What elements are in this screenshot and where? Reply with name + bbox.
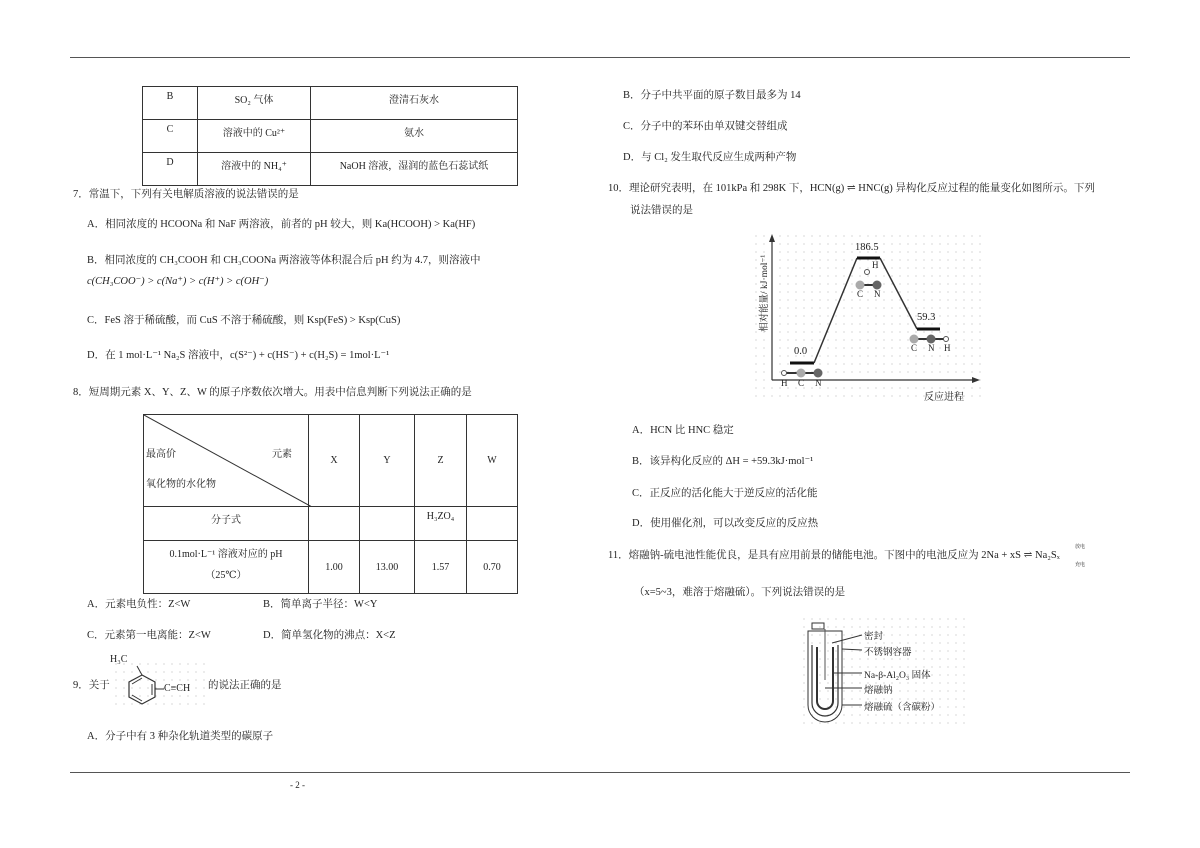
q10-option-d: D．使用催化剂，可以改变反应的反应热 [632,518,819,529]
q7-option-c: C．FeS 溶于稀硫酸，而 CuS 不溶于稀硫酸，则 Ksp(FeS) > Ksp(CuS) [87,315,401,326]
molecule-structure [110,654,207,710]
atom-label: H [781,378,788,388]
diagonal-line [144,415,312,507]
cell [309,507,360,541]
arrow-label-discharge: 放电 [1075,545,1086,550]
atom-label: N [928,343,935,353]
col-header: X [309,415,360,507]
reagent-table [142,86,518,186]
cell: NaOH 溶液，湿润的蓝色石蕊试纸 [311,153,518,186]
cell: D [143,153,198,186]
q9-option-d: D．与 Cl₂ 发生取代反应生成两种产物 [623,152,797,163]
diag-label-1: 最高价 [146,449,176,460]
row-label-line2: （25℃） [205,570,247,581]
col-header: Z [415,415,467,507]
cell: B [143,87,198,120]
row-label [144,541,309,594]
diagonal-header-cell [144,415,309,507]
cell: 澄清石灰水 [311,87,518,120]
cell [467,507,518,541]
q8-stem: 8．短周期元素 X、Y、Z、W 的原子序数依次增大。用表中信息判断下列说法正确的是 [73,387,472,398]
q7-option-b: B．相同浓度的 CH₃COOH 和 CH₃COONa 两溶液等体积混合后 pH 约为 4.7，则溶液中 [87,255,481,266]
diag-label-2: 氧化物的水化物 [146,479,216,490]
cell: SO₂ 气体 [198,87,311,120]
atom-label: H [944,343,951,353]
q7-option-a: A．相同浓度的 HCOONa 和 NaF 两溶液，前者的 pH 较大，则 Ka(HCOOH) > Ka(HF) [87,219,476,230]
hcn-molecule-icon [782,369,823,378]
page-number: - 2 - [290,780,305,790]
energy-profile-chart [752,232,984,402]
level-label: 59.3 [917,312,936,323]
row-label-line1: 0.1mol·L⁻¹ 溶液对应的 pH [169,549,283,560]
q11-stem: 11．熔融钠-硫电池性能优良，是具有应用前景的储能电池。下图中的电池反应为 2Na + xS ⇌ Na₂Sₓ [608,550,1060,561]
q9-option-c: C．分子中的苯环由单双键交替组成 [623,121,788,132]
label-molten-sodium: 熔融钠 [864,686,893,696]
cell: 溶液中的 Cu²⁺ [198,120,311,153]
q9-stem: 9．关于 [73,680,110,691]
col-header: Y [360,415,415,507]
label-molten-sulfur: 熔融硫（含碳粉） [864,703,941,713]
col-header: W [467,415,518,507]
cell: 1.57 [415,541,467,594]
benzene-ring-icon [112,660,207,710]
atom-label: N [874,289,881,299]
atom-label: C [911,343,918,353]
element-table [143,414,518,594]
level-label: 0.0 [794,346,808,357]
label-electrolyte: Na-β-Al₂O₃ 固体 [864,671,931,681]
cell: 氨水 [311,120,518,153]
label-seal: 密封 [864,632,884,642]
q9-stem-end: 的说法正确的是 [208,680,282,691]
battery-diagram [800,615,965,730]
methyl-label: H₃C [110,654,128,665]
q8-option-a: A．元素电负性：Z<W [87,599,191,610]
q7-option-d: D．在 1 mol·L⁻¹ Na₂S 溶液中，c(S²⁻) + c(HS⁻) + c(H₂S) = 1mol·L⁻¹ [87,350,390,361]
transition-state-icon [856,270,882,290]
q8-option-b: B．简单离子半径：W<Y [263,599,378,610]
q9-option-b: B．分子中共平面的原子数目最多为 14 [623,90,801,101]
cell: 溶液中的 NH₄⁺ [198,153,311,186]
q8-option-c: C．元素第一电离能：Z<W [87,630,211,641]
energy-diagram [752,232,984,402]
q11-stem-2: （x=5~3，难溶于熔融硫）。下列说法错误的是 [634,587,846,598]
cell: 13.00 [360,541,415,594]
ethynyl-label: C≡CH [164,683,191,694]
cell: H₃ZO₄ [415,507,467,541]
q10-option-c: C．正反应的活化能大于逆反应的活化能 [632,488,818,499]
x-axis-label: 反应进程 [924,392,964,403]
cell: 0.70 [467,541,518,594]
cell: C [143,120,198,153]
cell [360,507,415,541]
row-label: 分子式 [144,507,309,541]
level-label: 186.5 [855,242,879,253]
q9-option-a: A．分子中有 3 种杂化轨道类型的碳原子 [87,731,274,742]
q10-option-a: A．HCN 比 HNC 稳定 [632,425,734,436]
atom-label: C [857,289,864,299]
bottom-rule [70,772,1130,773]
top-rule [70,57,1130,58]
q8-option-d: D．简单氢化物的沸点：X<Z [263,630,396,641]
label-steel-container: 不锈钢容器 [864,648,912,658]
q7-stem: 7．常温下，下列有关电解质溶液的说法错误的是 [73,189,299,200]
q7-option-b-formula: c(CH₃COO⁻) > c(Na⁺) > c(H⁺) > c(OH⁻) [87,276,269,287]
q10-option-b: B．该异构化反应的 ΔH = +59.3kJ·mol⁻¹ [632,456,814,467]
atom-label: C [798,378,805,388]
q10-stem: 10．理论研究表明，在 101kPa 和 298K 下，HCN(g) ⇌ HNC(g) 异构化反应过程的能量变化如图所示。下列 [608,183,1095,194]
arrow-label-charge: 充电 [1075,563,1086,568]
diag-label-element: 元素 [272,449,292,460]
atom-label: H [872,260,879,270]
y-axis-label: 相对能量/ kJ·mol⁻¹ [760,254,770,332]
cell: 1.00 [309,541,360,594]
atom-label: N [815,378,822,388]
q10-stem-2: 说法错误的是 [630,205,693,216]
